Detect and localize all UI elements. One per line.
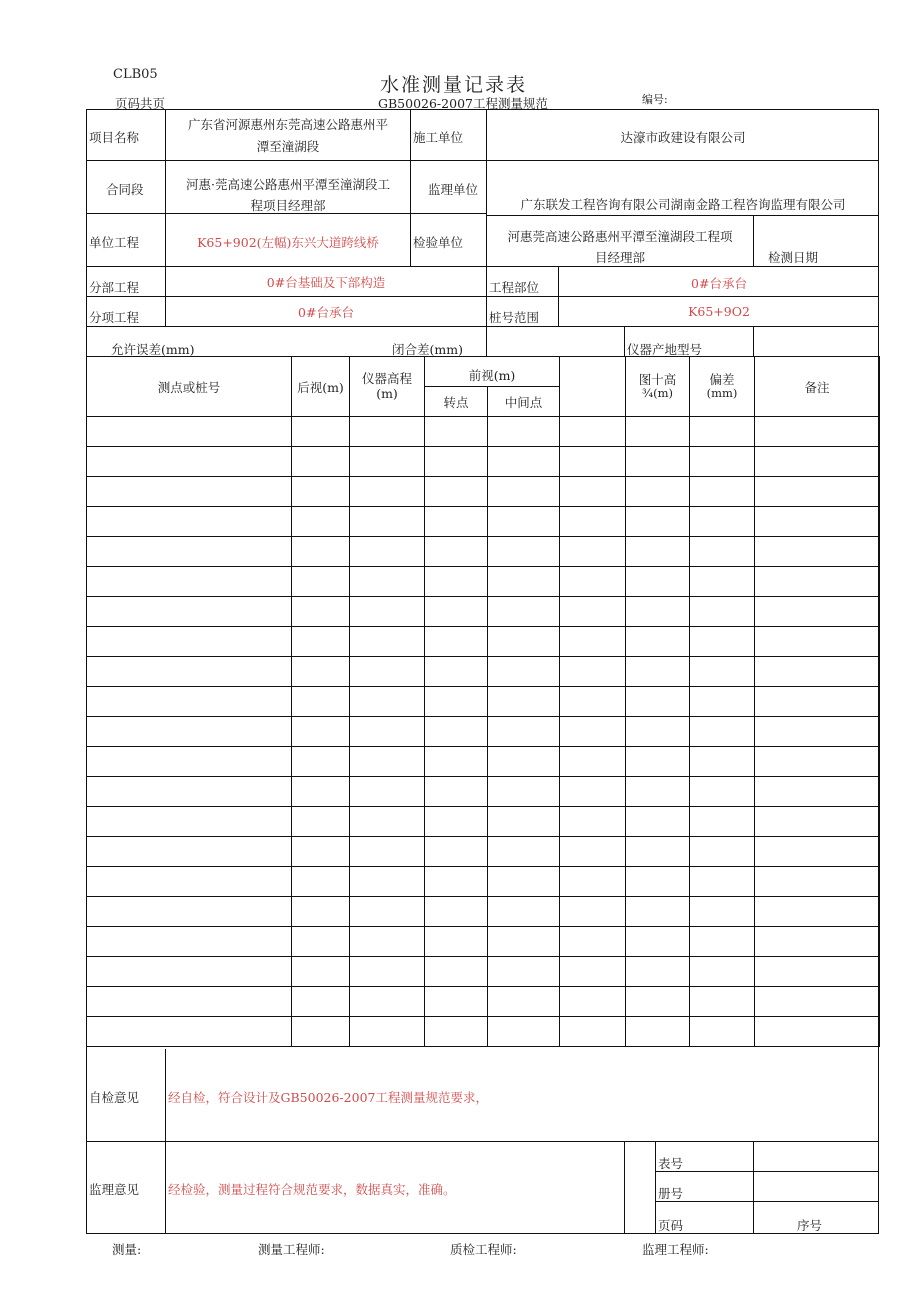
division-value: 0#台基础及下部构造 xyxy=(266,275,386,290)
table-cell[interactable] xyxy=(488,807,560,837)
table-cell[interactable] xyxy=(626,717,690,747)
table-cell[interactable] xyxy=(425,687,488,717)
table-cell[interactable] xyxy=(87,747,292,777)
table-cell[interactable] xyxy=(690,567,755,597)
table-cell[interactable] xyxy=(350,987,425,1017)
table-row xyxy=(87,537,880,567)
table-cell[interactable] xyxy=(87,777,292,807)
table-cell[interactable] xyxy=(488,417,560,447)
table-cell[interactable] xyxy=(755,747,880,777)
table-cell[interactable] xyxy=(425,837,488,867)
table-cell[interactable] xyxy=(425,807,488,837)
table-cell[interactable] xyxy=(350,747,425,777)
table-cell[interactable] xyxy=(292,927,350,957)
table-cell[interactable] xyxy=(425,657,488,687)
surveyor-signature: 测量: xyxy=(112,1242,142,1257)
table-cell[interactable] xyxy=(350,657,425,687)
table-cell[interactable] xyxy=(292,867,350,897)
table-cell[interactable] xyxy=(755,867,880,897)
project-name-line2: 潭至潼湖段 xyxy=(256,139,320,154)
table-cell[interactable] xyxy=(560,747,626,777)
work-part-label: 工程部位 xyxy=(489,280,540,295)
table-cell[interactable] xyxy=(488,447,560,477)
table-cell[interactable] xyxy=(292,507,350,537)
page-title: 水准测量记录表 xyxy=(380,74,528,96)
table-cell[interactable] xyxy=(350,477,425,507)
table-cell[interactable] xyxy=(560,717,626,747)
self-check-label: 自检意见 xyxy=(89,1090,140,1105)
table-cell[interactable] xyxy=(350,417,425,447)
number-label: 编号: xyxy=(642,93,668,106)
table-cell[interactable] xyxy=(350,687,425,717)
table-cell[interactable] xyxy=(425,747,488,777)
table-row xyxy=(87,957,880,987)
table-cell[interactable] xyxy=(488,567,560,597)
col-middle-point: 中间点 xyxy=(488,387,560,417)
table-cell[interactable] xyxy=(350,537,425,567)
inspection-date-label: 检测日期 xyxy=(768,250,819,265)
col-foresight: 前视(m) xyxy=(425,357,560,387)
table-row xyxy=(87,897,880,927)
table-cell[interactable] xyxy=(560,987,626,1017)
table-row xyxy=(87,567,880,597)
table-cell[interactable] xyxy=(425,717,488,747)
table-cell[interactable] xyxy=(626,807,690,837)
page-count: 页码共页 xyxy=(115,96,166,111)
table-cell[interactable] xyxy=(292,417,350,447)
table-row xyxy=(87,627,880,657)
table-cell[interactable] xyxy=(87,477,292,507)
subitem-label: 分项工程 xyxy=(89,310,140,325)
construction-unit-label: 施工单位 xyxy=(413,130,464,145)
table-cell[interactable] xyxy=(350,777,425,807)
table-cell[interactable] xyxy=(425,927,488,957)
col-backsight: 后视(m) xyxy=(292,357,350,417)
table-cell[interactable] xyxy=(690,687,755,717)
table-cell[interactable] xyxy=(626,897,690,927)
stake-range-label: 桩号范围 xyxy=(489,310,540,325)
table-cell[interactable] xyxy=(292,837,350,867)
table-cell[interactable] xyxy=(755,687,880,717)
table-cell[interactable] xyxy=(425,597,488,627)
table-cell[interactable] xyxy=(690,777,755,807)
col-elevation: 图十高 ¾(m) xyxy=(626,357,690,417)
table-cell[interactable] xyxy=(292,567,350,597)
table-cell[interactable] xyxy=(626,507,690,537)
table-cell[interactable] xyxy=(87,1017,292,1047)
table-cell[interactable] xyxy=(755,657,880,687)
table-cell[interactable] xyxy=(755,537,880,567)
closure-error-label: 闭合差(mm) xyxy=(392,342,463,357)
volume-number-label: 册号 xyxy=(658,1186,684,1201)
table-row xyxy=(87,747,880,777)
table-cell[interactable] xyxy=(690,447,755,477)
form-number-label: 表号 xyxy=(658,1156,684,1171)
table-cell[interactable] xyxy=(560,417,626,447)
table-row xyxy=(87,777,880,807)
table-cell[interactable] xyxy=(488,927,560,957)
table-cell[interactable] xyxy=(292,897,350,927)
table-row xyxy=(87,867,880,897)
table-cell[interactable] xyxy=(350,957,425,987)
table-cell[interactable] xyxy=(292,807,350,837)
table-cell[interactable] xyxy=(488,957,560,987)
construction-unit-value: 达濠市政建设有限公司 xyxy=(620,130,746,145)
table-row xyxy=(87,687,880,717)
table-cell[interactable] xyxy=(560,627,626,657)
table-cell[interactable] xyxy=(626,687,690,717)
table-cell[interactable] xyxy=(690,597,755,627)
col-remark: 备注 xyxy=(755,357,880,417)
contract-line2: 程项目经理部 xyxy=(250,198,326,213)
table-cell[interactable] xyxy=(560,927,626,957)
table-cell[interactable] xyxy=(755,447,880,477)
table-cell[interactable] xyxy=(690,897,755,927)
standard-reference: GB50026-2007工程测量规范 xyxy=(378,96,548,111)
table-cell[interactable] xyxy=(87,897,292,927)
col-deviation: 偏差 (mm) xyxy=(690,357,755,417)
table-cell[interactable] xyxy=(690,807,755,837)
table-cell[interactable] xyxy=(488,747,560,777)
table-cell[interactable] xyxy=(560,597,626,627)
table-cell[interactable] xyxy=(350,867,425,897)
table-cell[interactable] xyxy=(755,807,880,837)
table-cell[interactable] xyxy=(350,897,425,927)
table-cell[interactable] xyxy=(626,477,690,507)
table-cell[interactable] xyxy=(626,597,690,627)
table-cell[interactable] xyxy=(488,657,560,687)
table-cell[interactable] xyxy=(626,927,690,957)
table-cell[interactable] xyxy=(425,507,488,537)
table-cell[interactable] xyxy=(87,627,292,657)
table-cell[interactable] xyxy=(755,987,880,1017)
table-cell[interactable] xyxy=(425,477,488,507)
table-cell[interactable] xyxy=(425,447,488,477)
table-row xyxy=(87,507,880,537)
table-cell[interactable] xyxy=(690,717,755,747)
table-cell[interactable] xyxy=(292,477,350,507)
table-cell[interactable] xyxy=(350,717,425,747)
unit-project-value: K65+902(左幅)东兴大道跨线桥 xyxy=(197,235,379,250)
table-cell[interactable] xyxy=(690,657,755,687)
table-cell[interactable] xyxy=(560,567,626,597)
table-cell[interactable] xyxy=(560,1017,626,1047)
supervision-unit-value: 广东联发工程咨询有限公司湖南金路工程咨询监理有限公司 xyxy=(520,197,846,212)
table-cell[interactable] xyxy=(87,987,292,1017)
table-cell[interactable] xyxy=(87,807,292,837)
table-cell[interactable] xyxy=(560,687,626,717)
table-cell[interactable] xyxy=(626,957,690,987)
table-cell[interactable] xyxy=(755,477,880,507)
col-instrument-height: 仪器高程 (m) xyxy=(350,357,425,417)
table-cell[interactable] xyxy=(292,447,350,477)
table-cell[interactable] xyxy=(755,897,880,927)
survey-engineer-signature: 测量工程师: xyxy=(258,1242,325,1257)
table-cell[interactable] xyxy=(755,1017,880,1047)
col-blank xyxy=(560,357,626,417)
table-cell[interactable] xyxy=(690,987,755,1017)
table-cell[interactable] xyxy=(626,417,690,447)
table-cell[interactable] xyxy=(87,687,292,717)
table-cell[interactable] xyxy=(560,777,626,807)
table-row xyxy=(87,477,880,507)
table-cell[interactable] xyxy=(350,807,425,837)
table-cell[interactable] xyxy=(626,627,690,657)
table-cell[interactable] xyxy=(690,867,755,897)
table-cell[interactable] xyxy=(292,747,350,777)
table-cell[interactable] xyxy=(755,567,880,597)
table-cell[interactable] xyxy=(292,687,350,717)
table-row xyxy=(87,417,880,447)
table-cell[interactable] xyxy=(755,777,880,807)
table-cell[interactable] xyxy=(425,987,488,1017)
table-cell[interactable] xyxy=(488,627,560,657)
table-cell[interactable] xyxy=(626,537,690,567)
table-cell[interactable] xyxy=(560,447,626,477)
table-cell[interactable] xyxy=(488,777,560,807)
table-cell[interactable] xyxy=(690,957,755,987)
table-cell[interactable] xyxy=(560,837,626,867)
table-cell[interactable] xyxy=(488,867,560,897)
table-cell[interactable] xyxy=(425,777,488,807)
col-station: 测点或桩号 xyxy=(87,357,292,417)
contract-line1: 河惠·莞高速公路惠州平潭至潼湖段工 xyxy=(186,177,390,192)
table-cell[interactable] xyxy=(755,417,880,447)
table-cell[interactable] xyxy=(87,567,292,597)
inspection-unit-line1: 河惠莞高速公路惠州平潭至潼湖段工程项 xyxy=(507,229,733,244)
table-cell[interactable] xyxy=(425,957,488,987)
table-cell[interactable] xyxy=(350,597,425,627)
table-cell[interactable] xyxy=(488,837,560,867)
table-cell[interactable] xyxy=(292,777,350,807)
table-cell[interactable] xyxy=(488,897,560,927)
table-cell[interactable] xyxy=(560,477,626,507)
table-cell[interactable] xyxy=(87,867,292,897)
page-number-label: 页码 xyxy=(658,1218,684,1233)
table-cell[interactable] xyxy=(425,867,488,897)
table-cell[interactable] xyxy=(488,507,560,537)
table-cell[interactable] xyxy=(626,747,690,777)
table-row xyxy=(87,597,880,627)
table-cell[interactable] xyxy=(626,867,690,897)
table-cell[interactable] xyxy=(292,987,350,1017)
table-cell[interactable] xyxy=(690,507,755,537)
table-row xyxy=(87,987,880,1017)
table-cell[interactable] xyxy=(87,927,292,957)
table-cell[interactable] xyxy=(560,867,626,897)
table-cell[interactable] xyxy=(488,597,560,627)
qc-engineer-signature: 质检工程师: xyxy=(450,1242,517,1257)
table-cell[interactable] xyxy=(350,447,425,477)
table-cell[interactable] xyxy=(626,1017,690,1047)
table-cell[interactable] xyxy=(425,1017,488,1047)
table-cell[interactable] xyxy=(690,477,755,507)
table-cell[interactable] xyxy=(292,1017,350,1047)
subitem-value: 0#台承台 xyxy=(298,305,354,320)
table-row xyxy=(87,1017,880,1047)
table-cell[interactable] xyxy=(350,627,425,657)
division-label: 分部工程 xyxy=(89,280,140,295)
table-cell[interactable] xyxy=(560,897,626,927)
table-cell[interactable] xyxy=(425,897,488,927)
table-cell[interactable] xyxy=(560,507,626,537)
table-cell[interactable] xyxy=(87,417,292,447)
table-cell[interactable] xyxy=(425,627,488,657)
table-cell[interactable] xyxy=(87,957,292,987)
table-cell[interactable] xyxy=(560,537,626,567)
table-cell[interactable] xyxy=(755,627,880,657)
table-row xyxy=(87,837,880,867)
form-code: CLB05 xyxy=(113,67,158,82)
supervision-unit-label: 监理单位 xyxy=(428,182,479,197)
table-cell[interactable] xyxy=(425,417,488,447)
table-cell[interactable] xyxy=(690,1017,755,1047)
table-cell[interactable] xyxy=(292,717,350,747)
table-cell[interactable] xyxy=(350,927,425,957)
supervision-opinion-label: 监理意见 xyxy=(89,1182,140,1197)
table-cell[interactable] xyxy=(292,957,350,987)
table-cell[interactable] xyxy=(560,957,626,987)
table-row xyxy=(87,927,880,957)
table-cell[interactable] xyxy=(690,927,755,957)
table-cell[interactable] xyxy=(690,837,755,867)
table-row xyxy=(87,657,880,687)
table-cell[interactable] xyxy=(425,537,488,567)
table-cell[interactable] xyxy=(87,507,292,537)
table-cell[interactable] xyxy=(626,447,690,477)
stake-range-value: K65+9O2 xyxy=(688,304,750,319)
table-cell[interactable] xyxy=(87,597,292,627)
work-part-value: 0#台承台 xyxy=(691,276,747,291)
table-row xyxy=(87,807,880,837)
table-cell[interactable] xyxy=(350,837,425,867)
table-cell[interactable] xyxy=(755,927,880,957)
table-cell[interactable] xyxy=(690,627,755,657)
table-cell[interactable] xyxy=(690,417,755,447)
supervision-opinion-text: 经检验，测量过程符合规范要求，数据真实，准确。 xyxy=(168,1182,456,1197)
table-cell[interactable] xyxy=(626,567,690,597)
self-check-text: 经自检，符合设计及GB50026-2007工程测量规范要求， xyxy=(168,1090,488,1105)
table-cell[interactable] xyxy=(488,477,560,507)
table-cell[interactable] xyxy=(755,957,880,987)
table-row xyxy=(87,447,880,477)
serial-number-label: 序号 xyxy=(797,1218,823,1233)
table-cell[interactable] xyxy=(690,747,755,777)
table-cell[interactable] xyxy=(292,627,350,657)
table-cell[interactable] xyxy=(755,837,880,867)
table-cell[interactable] xyxy=(350,507,425,537)
table-cell[interactable] xyxy=(292,657,350,687)
table-row xyxy=(87,717,880,747)
table-cell[interactable] xyxy=(626,837,690,867)
table-cell[interactable] xyxy=(690,537,755,567)
project-name-label: 项目名称 xyxy=(89,130,140,145)
table-cell[interactable] xyxy=(560,657,626,687)
table-cell[interactable] xyxy=(488,987,560,1017)
table-cell[interactable] xyxy=(755,597,880,627)
table-cell[interactable] xyxy=(292,537,350,567)
measurement-table xyxy=(86,356,880,1047)
allow-error-label: 允许误差(mm) xyxy=(111,342,195,357)
table-cell[interactable] xyxy=(488,537,560,567)
table-cell[interactable] xyxy=(350,567,425,597)
table-cell[interactable] xyxy=(488,717,560,747)
table-cell[interactable] xyxy=(350,1017,425,1047)
table-cell[interactable] xyxy=(87,657,292,687)
table-cell[interactable] xyxy=(87,717,292,747)
table-cell[interactable] xyxy=(560,807,626,837)
table-cell[interactable] xyxy=(87,447,292,477)
table-cell[interactable] xyxy=(292,597,350,627)
inspection-unit-label: 检验单位 xyxy=(413,235,464,250)
table-cell[interactable] xyxy=(626,777,690,807)
table-cell[interactable] xyxy=(755,507,880,537)
table-cell[interactable] xyxy=(755,717,880,747)
supervision-engineer-signature: 监理工程师: xyxy=(642,1242,709,1257)
table-cell[interactable] xyxy=(626,657,690,687)
instrument-label: 仪器产地型号 xyxy=(627,342,703,357)
table-cell[interactable] xyxy=(626,987,690,1017)
table-cell[interactable] xyxy=(488,687,560,717)
table-cell[interactable] xyxy=(87,537,292,567)
col-turning-point: 转点 xyxy=(425,387,488,417)
inspection-unit-line2: 目经理部 xyxy=(594,250,645,265)
unit-project-label: 单位工程 xyxy=(89,235,140,250)
table-cell[interactable] xyxy=(87,837,292,867)
contract-label: 合同段 xyxy=(106,182,144,197)
project-name-line1: 广东省河源惠州东莞高速公路惠州平 xyxy=(187,117,388,132)
table-cell[interactable] xyxy=(425,567,488,597)
table-cell[interactable] xyxy=(488,1017,560,1047)
